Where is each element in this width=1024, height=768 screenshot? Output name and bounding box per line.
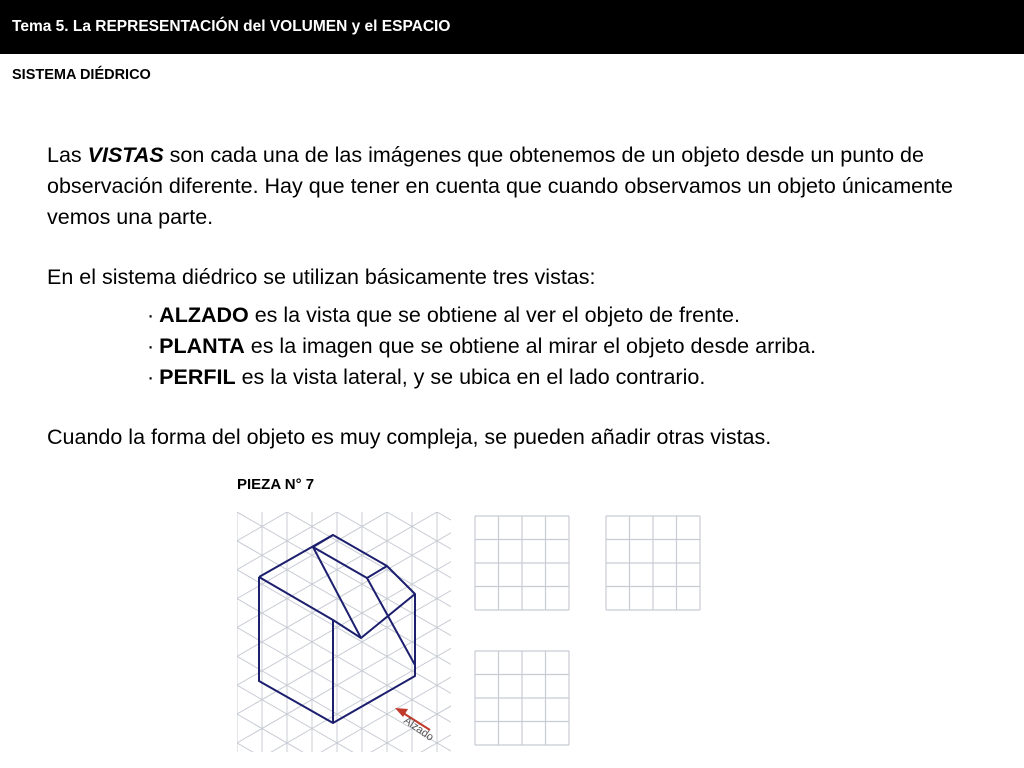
bullet-mark: · — [147, 334, 155, 358]
views-list — [147, 300, 1007, 393]
section-subtitle: SISTEMA DIÉDRICO — [12, 67, 151, 83]
list-item-perfil — [147, 362, 1007, 393]
header-title: Tema 5. La REPRESENTACIÓN del VOLUMEN y el ESPACIO — [12, 18, 451, 35]
term-alzado: ALZADO — [159, 303, 249, 327]
alzado-label: Alzado — [401, 714, 436, 744]
exercise-drawing — [225, 468, 785, 758]
list-item-alzado — [147, 300, 1007, 331]
paragraph-vistas-start: Las — [47, 143, 88, 167]
perfil-view-grid — [606, 516, 700, 610]
definition-alzado: es la vista que se obtiene al ver el objeto de frente. — [248, 303, 740, 327]
exercise-figure — [225, 468, 785, 758]
vistas-term: VISTAS — [87, 143, 164, 167]
definition-planta: es la imagen que se obtiene al mirar el objeto desde arriba. — [244, 334, 817, 358]
paragraph-tres-vistas: En el sistema diédrico se utilizan básicamente tres vistas: — [47, 265, 596, 289]
view-answer-grids — [475, 516, 700, 745]
bullet-mark: · — [147, 365, 155, 389]
body-text — [47, 140, 1007, 453]
alzado-view-grid — [475, 516, 569, 610]
bullet-mark: · — [147, 303, 155, 327]
term-perfil: PERFIL — [159, 365, 236, 389]
grid-line — [237, 743, 451, 758]
isometric-grid — [237, 468, 451, 758]
list-item-planta — [147, 331, 1007, 362]
term-planta: PLANTA — [159, 334, 245, 358]
paragraph-vistas-rest: son cada una de las imágenes que obtenemos de un objeto desde un punto de observación diferente. Hay que tener en cuenta que cuando observamos un objeto únicamente vemos una parte. — [47, 143, 953, 229]
object-slope-line-right — [367, 578, 415, 665]
paragraph-vistas — [47, 140, 1007, 233]
header-bar — [0, 0, 1024, 54]
piece-title: PIEZA N° 7 — [237, 476, 315, 493]
definition-perfil: es la vista lateral, y se ubica en el lado contrario. — [235, 365, 706, 389]
planta-view-grid — [475, 651, 569, 745]
object-step-edges — [333, 594, 415, 638]
paragraph-otras-vistas: Cuando la forma del objeto es muy compleja, se pueden añadir otras vistas. — [47, 425, 772, 449]
grid-line — [237, 656, 451, 758]
